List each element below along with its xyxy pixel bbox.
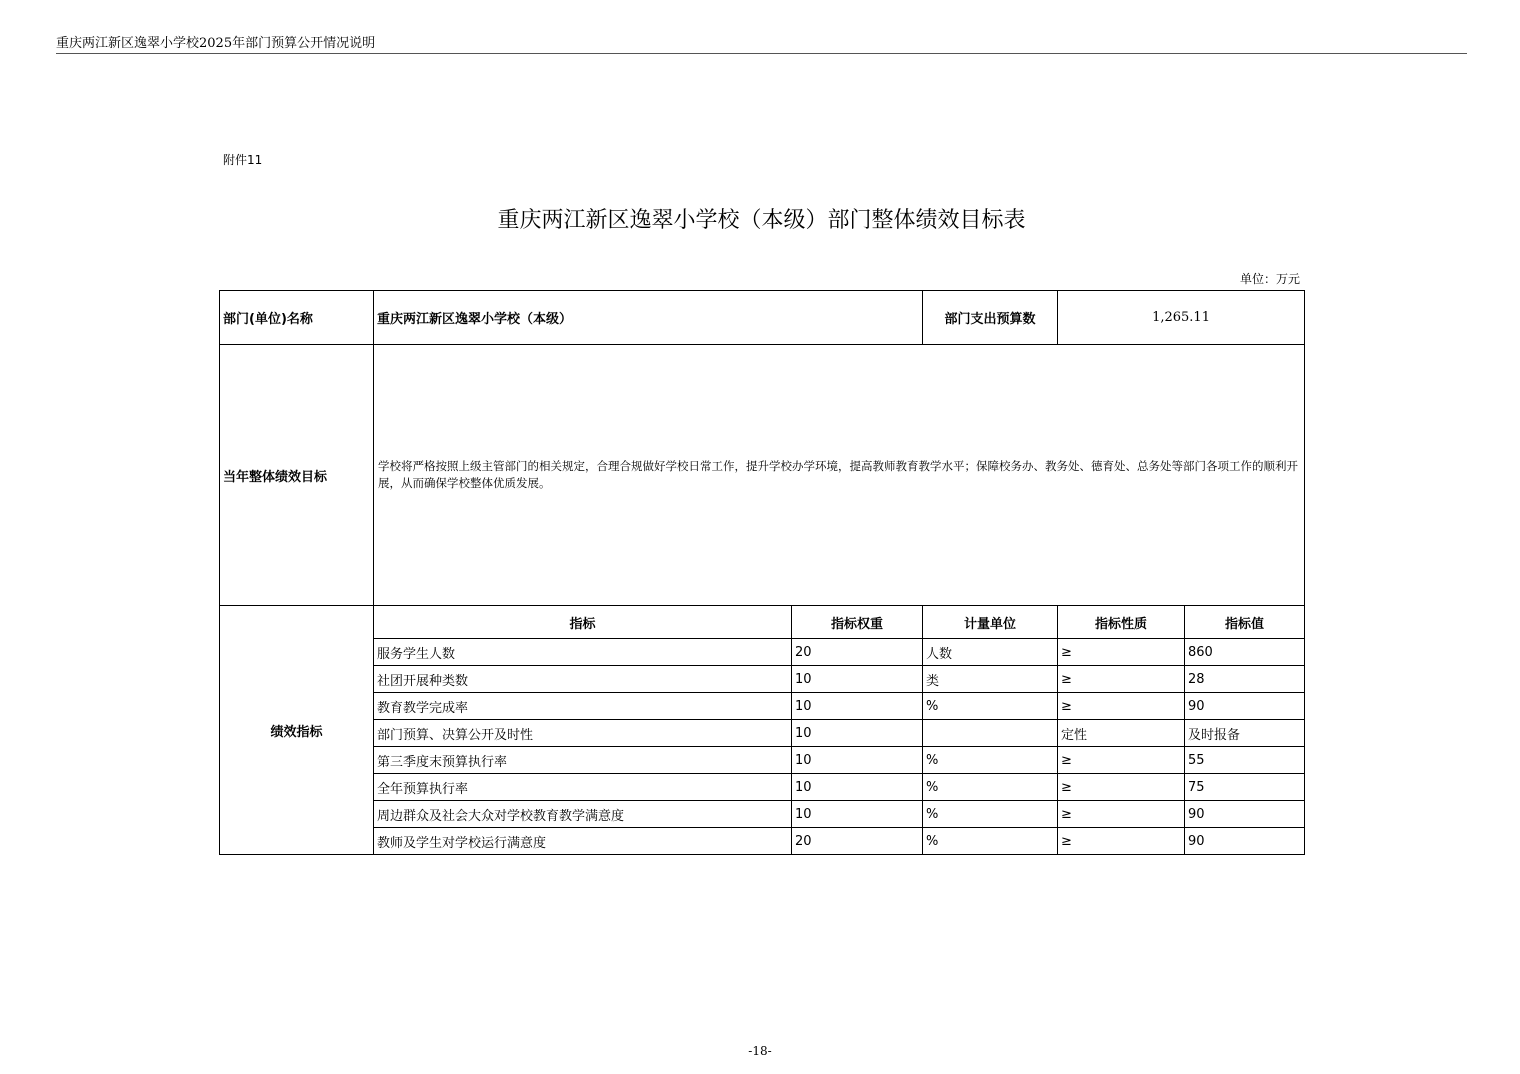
table-row (220, 828, 1305, 855)
indicator-weight: 10 (792, 801, 923, 828)
indicator-unit: 类 (923, 666, 1058, 693)
indicator-value: 55 (1185, 747, 1305, 774)
indicator-name: 全年预算执行率 (374, 774, 792, 801)
indicator-name: 周边群众及社会大众对学校教育教学满意度 (374, 801, 792, 828)
unit-label: 单位：万元 (1239, 272, 1300, 286)
indicator-unit: % (923, 828, 1058, 855)
indicator-weight: 20 (792, 639, 923, 666)
indicator-weight: 20 (792, 828, 923, 855)
table-row (220, 801, 1305, 828)
indicator-value: 90 (1185, 693, 1305, 720)
indicator-unit: % (923, 693, 1058, 720)
indicator-weight: 10 (792, 693, 923, 720)
table-row (220, 693, 1305, 720)
indicator-nature: ≥ (1058, 639, 1185, 666)
column-header: 指标性质 (1058, 606, 1185, 639)
table-row (220, 774, 1305, 801)
indicator-name: 社团开展种类数 (374, 666, 792, 693)
indicator-unit (923, 720, 1058, 747)
running-header: 重庆两江新区逸翠小学校2025年部门预算公开情况说明 (56, 36, 376, 51)
indicator-nature: ≥ (1058, 666, 1185, 693)
indicators-label: 绩效指标 (220, 606, 374, 855)
goal-label: 当年整体绩效目标 (220, 345, 374, 606)
indicator-nature: ≥ (1058, 693, 1185, 720)
indicator-nature: ≥ (1058, 828, 1185, 855)
table-row (220, 666, 1305, 693)
indicator-name: 部门预算、决算公开及时性 (374, 720, 792, 747)
column-header: 指标权重 (792, 606, 923, 639)
indicator-nature: 定性 (1058, 720, 1185, 747)
indicator-unit: % (923, 801, 1058, 828)
indicator-unit: 人数 (923, 639, 1058, 666)
indicator-value: 90 (1185, 801, 1305, 828)
column-header: 指标值 (1185, 606, 1305, 639)
indicator-nature: ≥ (1058, 801, 1185, 828)
indicator-weight: 10 (792, 720, 923, 747)
dept-name-label: 部门(单位)名称 (220, 291, 374, 345)
indicator-name: 服务学生人数 (374, 639, 792, 666)
indicator-header-row (220, 606, 1305, 639)
indicator-name: 教师及学生对学校运行满意度 (374, 828, 792, 855)
dept-name-value: 重庆两江新区逸翠小学校（本级） (374, 291, 923, 345)
indicator-value: 860 (1185, 639, 1305, 666)
budget-value: 1,265.11 (1058, 291, 1305, 345)
indicator-unit: % (923, 747, 1058, 774)
indicator-name: 教育教学完成率 (374, 693, 792, 720)
goal-text: 学校将严格按照上级主管部门的相关规定，合理合规做好学校日常工作，提升学校办学环境，提高教师教育教学水平；保障校务办、教务处、德育处、总务处等部门各项工作的顺利开展，从而确保学校整体优质发展。 (374, 345, 1305, 606)
indicator-value: 90 (1185, 828, 1305, 855)
indicator-value: 及时报备 (1185, 720, 1305, 747)
budget-label: 部门支出预算数 (923, 291, 1058, 345)
goal-row (220, 345, 1305, 606)
indicator-nature: ≥ (1058, 747, 1185, 774)
indicator-weight: 10 (792, 774, 923, 801)
table-row (220, 639, 1305, 666)
page-number: -18- (748, 1044, 772, 1058)
indicator-nature: ≥ (1058, 774, 1185, 801)
dept-info-row (220, 291, 1305, 345)
indicator-name: 第三季度末预算执行率 (374, 747, 792, 774)
indicator-weight: 10 (792, 747, 923, 774)
attachment-label: 附件11 (223, 153, 263, 167)
performance-target-table (219, 290, 1305, 855)
page-title: 重庆两江新区逸翠小学校（本级）部门整体绩效目标表 (497, 208, 1026, 233)
indicator-value: 75 (1185, 774, 1305, 801)
table-row (220, 747, 1305, 774)
table-row (220, 720, 1305, 747)
indicator-value: 28 (1185, 666, 1305, 693)
indicator-weight: 10 (792, 666, 923, 693)
indicator-unit: % (923, 774, 1058, 801)
column-header: 指标 (374, 606, 792, 639)
column-header: 计量单位 (923, 606, 1058, 639)
header-divider (56, 53, 1467, 54)
